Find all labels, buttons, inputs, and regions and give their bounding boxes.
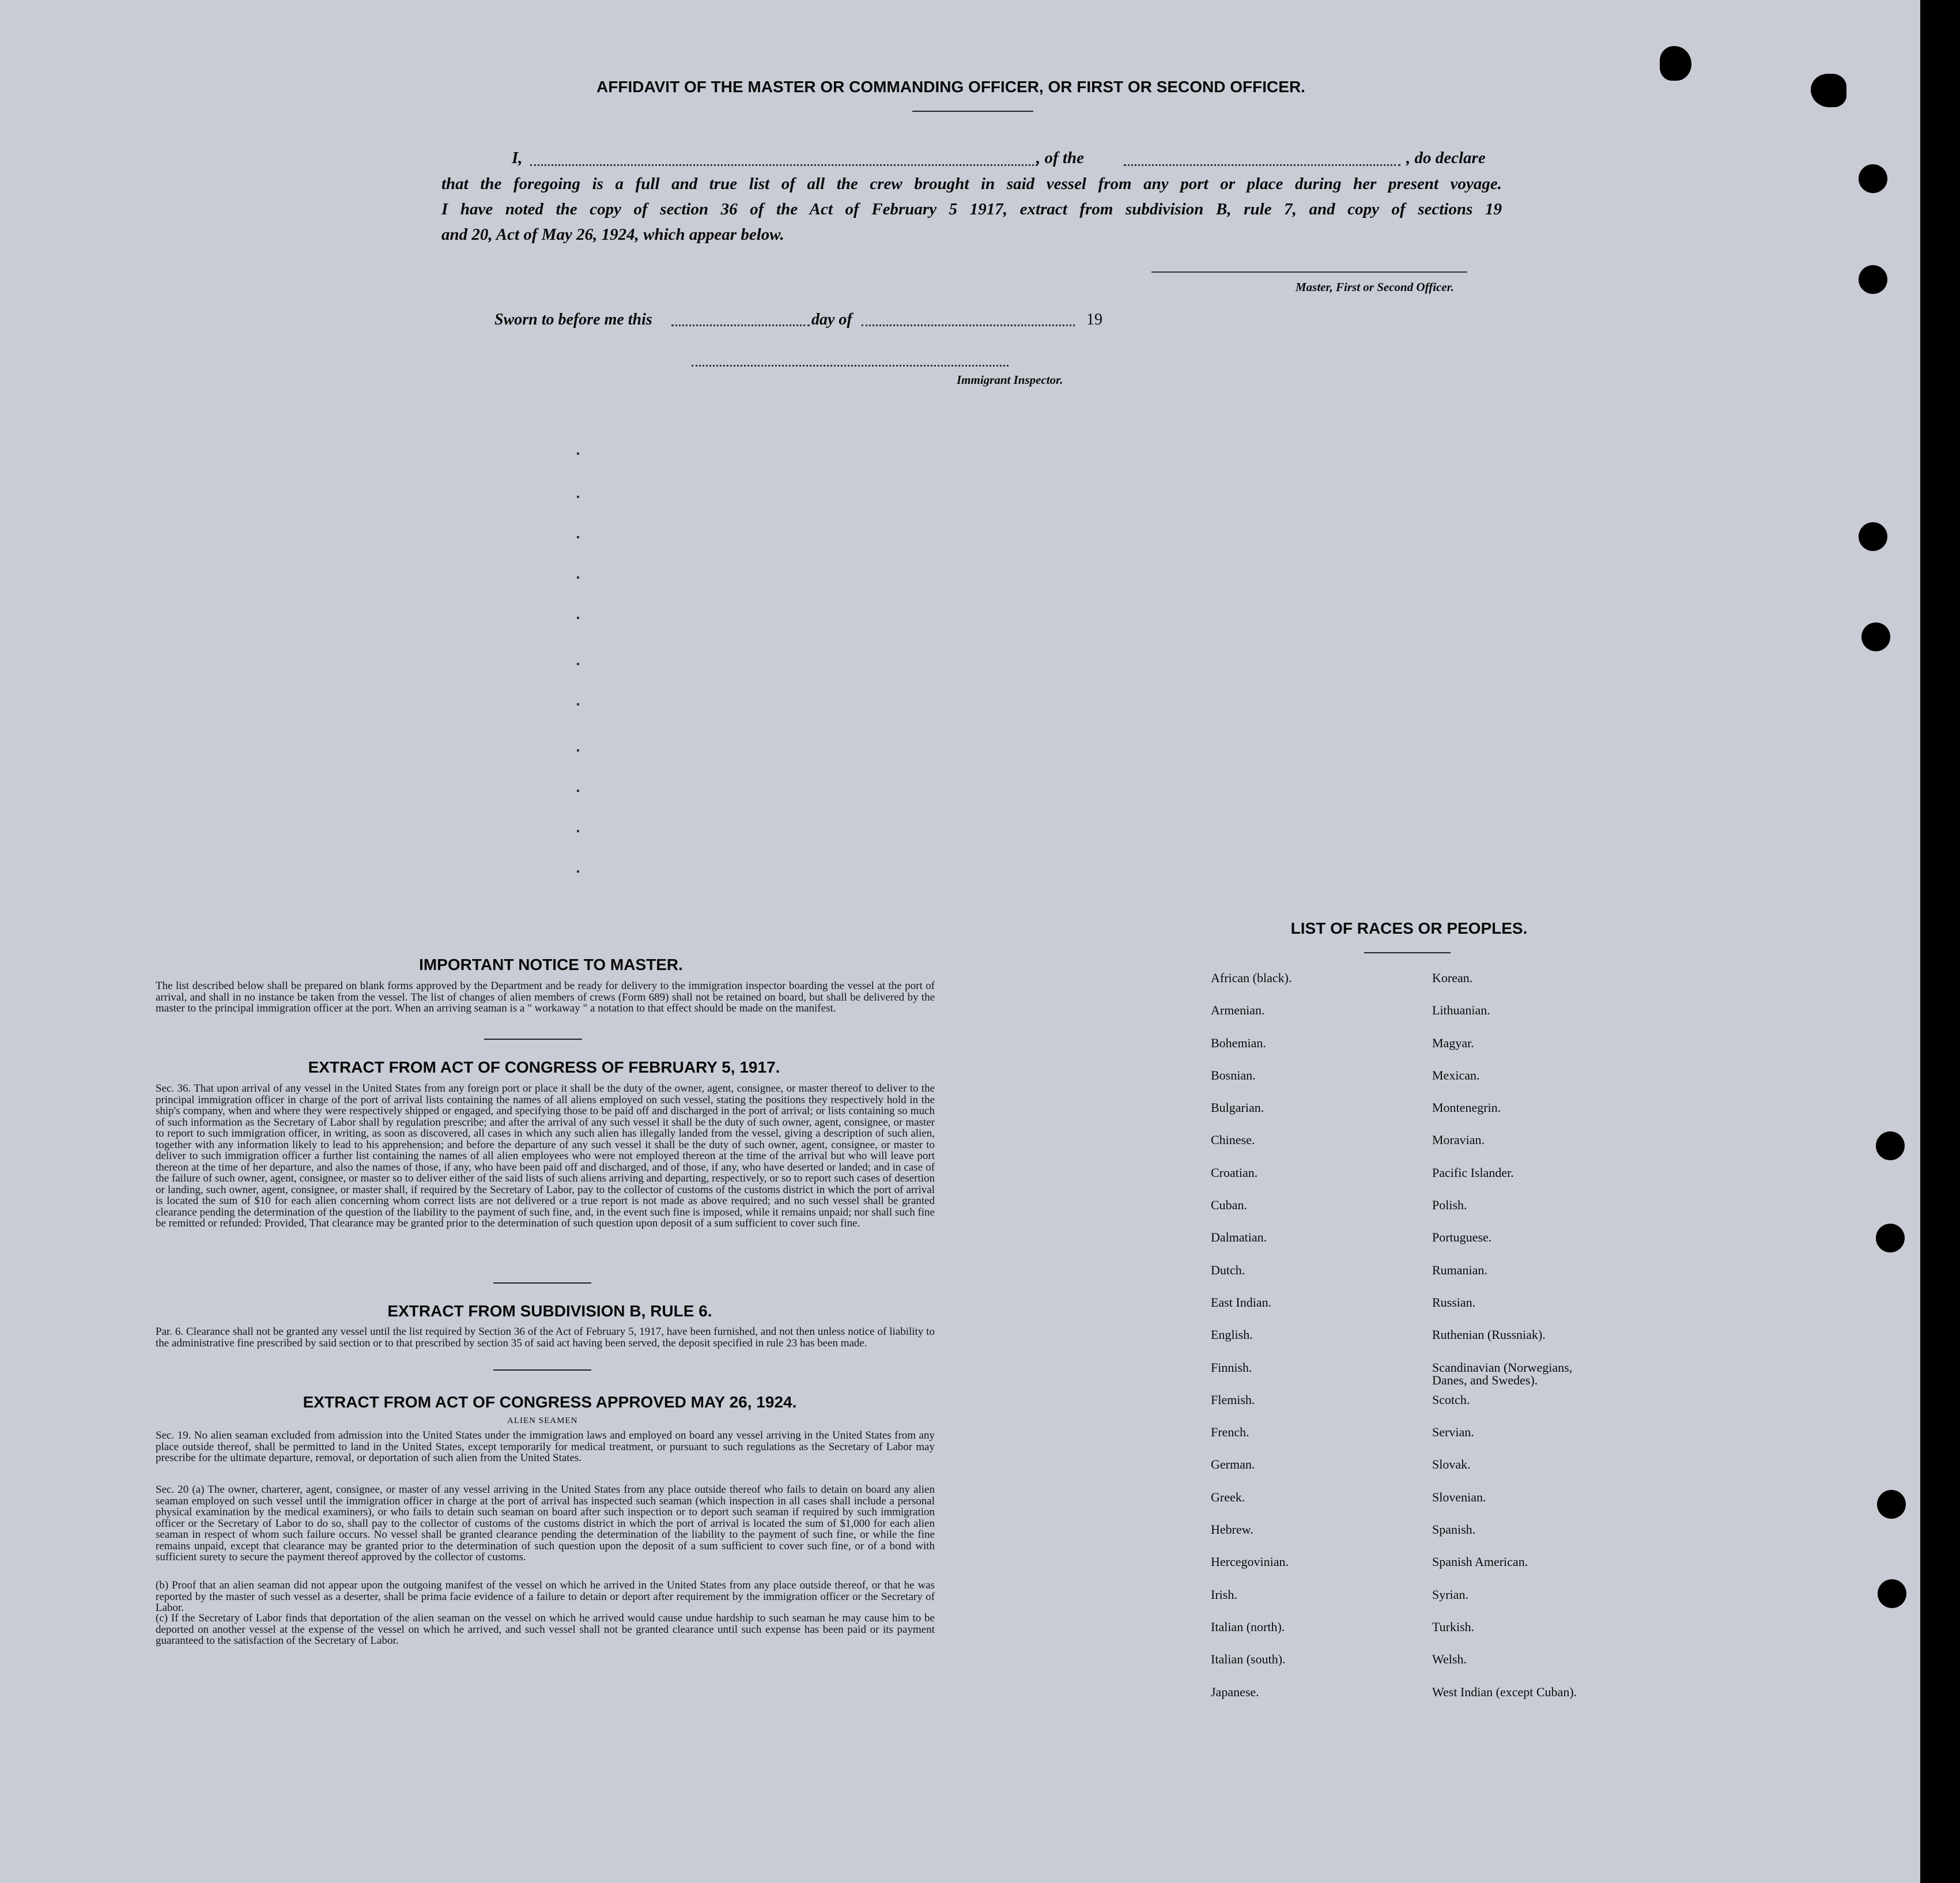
- race-item: Armenian.: [1211, 1003, 1265, 1018]
- fold-mark: [577, 496, 579, 498]
- extract-1917-body: Sec. 36. That upon arrival of any vessel in the United States from any foreign port or place it shall be the duty of the owner, agent, consignee, or master thereof to deliver to the principal immigration officer in charge of the port of arrival lists containing the names of all aliens employed on such vessel, stating the positions they respectively hold in the ship's company, when and where they were respectively shipped or engaged, and specifying those to be paid off and discharged in the port of arrival; or lists containing so much of such information as the Secretary of Labor shall by regulation prescribe; and after the arrival of any such vessel it shall be the duty of such owner, agent, consignee, or master to report to such immigration officer, in writing, as soon as discovered, all cases in which any such alien has illegally landed from the vessel, giving a description of such alien, together with any information likely to lead to his apprehension; and before the departure of any such vessel it shall be the duty of such owner, agent, consignee, or master to deliver to such immigration officer a further list containing the names of all alien employees who were not employed thereon at the time of the arrival but who will leave port thereon at the time of her departure, and also the names of those, if any, who have been paid off and discharged, and of those, if any, who have deserted or landed; and in case of the failure of such owner, agent, consignee, or master so to deliver either of the said lists of such aliens arriving and departing, respectively, or so to report such cases of desertion or landing, such owner, agent, consignee, or master shall, if required by the Secretary of Labor, pay to the collector of customs of the customs district in which the port of arrival is located the sum of $10 for each alien concerning whom correct lists are not delivered or a true report is not made as above required; and no such vessel shall be granted clearance pending the determination of the question of the liability to the payment of such fine, and, in the event such fine is imposed, while it remains unpaid; nor shall such fine be remitted or refunded: Provided, That clearance may be granted prior to the determination of such question upon deposit of a sum sufficient to cover such fine.: [156, 1082, 935, 1229]
- affidavit-line1-start: I,: [512, 149, 523, 167]
- extract-1917-title: EXTRACT FROM ACT OF CONGRESS OF FEBRUARY 5, 1917.: [308, 1058, 780, 1076]
- race-item: Italian (north).: [1211, 1619, 1285, 1634]
- races-left-column: [1211, 972, 1418, 1718]
- race-item: African (black).: [1211, 971, 1292, 985]
- race-item: Moravian.: [1432, 1133, 1485, 1148]
- race-item: Bulgarian.: [1211, 1100, 1264, 1115]
- sworn-month-blank: [862, 324, 1075, 326]
- fold-mark: [577, 663, 579, 665]
- races-title: LIST OF RACES OR PEOPLES.: [1290, 919, 1528, 937]
- race-item: French.: [1211, 1425, 1249, 1440]
- race-item: Cuban.: [1211, 1198, 1247, 1213]
- race-item: Servian.: [1432, 1425, 1474, 1440]
- extract-rule-divider: [493, 1369, 591, 1371]
- race-item: Slovenian.: [1432, 1489, 1486, 1504]
- race-item: Welsh.: [1432, 1652, 1467, 1667]
- race-item: Turkish.: [1432, 1619, 1475, 1634]
- punch-hole: [1859, 265, 1887, 294]
- race-item: Greek.: [1211, 1489, 1245, 1504]
- punch-hole: [1859, 522, 1887, 551]
- fold-mark: [577, 790, 579, 792]
- fold-mark: [577, 617, 579, 619]
- race-item: Magyar.: [1432, 1035, 1474, 1050]
- race-item: Syrian.: [1432, 1587, 1468, 1602]
- race-item: Hebrew.: [1211, 1522, 1253, 1537]
- race-item: Croatian.: [1211, 1165, 1258, 1180]
- race-item: Bohemian.: [1211, 1035, 1266, 1050]
- extract-1924-title: EXTRACT FROM ACT OF CONGRESS APPROVED MAY 26, 1924.: [303, 1393, 797, 1411]
- notice-title: IMPORTANT NOTICE TO MASTER.: [419, 956, 683, 973]
- punch-hole: [1876, 1224, 1905, 1252]
- signature-line: [1151, 271, 1467, 273]
- notice-divider: [484, 1039, 582, 1040]
- race-item: Montenegrin.: [1432, 1100, 1501, 1115]
- race-item: East Indian.: [1211, 1295, 1272, 1310]
- extract-rule-body: Par. 6. Clearance shall not be granted any vessel until the list required by Section 36 of the Act of February 5, 1917, have been furnished, and not then unless notice of liability to the administrative fine prescribed by said section or to that prescribed by section 35 of said act having been served, the deposit specified in rule 23 has been made.: [156, 1326, 935, 1349]
- race-item: Pacific Islander.: [1432, 1165, 1514, 1180]
- race-item: Slovak.: [1432, 1457, 1471, 1472]
- fold-mark: [577, 703, 579, 705]
- sworn-day-blank: [671, 324, 810, 326]
- race-item: Ruthenian (Russniak).: [1432, 1327, 1546, 1342]
- ink-blot: [1660, 46, 1691, 81]
- race-item: Italian (south).: [1211, 1652, 1286, 1667]
- notice-body: The list described below shall be prepared on blank forms approved by the Department and be ready for delivery to the immigration inspector boarding the vessel at the port of arrival, and shall in no instance be taken from the vessel. The list of changes of alien members of crews (Form 689) shall not be retained on board, but shall be delivered by the master to the principal immigration officer at the port. When an arriving seaman is a " workaway " a notation to that effect should be made on the manifest.: [156, 980, 935, 1014]
- sworn-year: 19: [1086, 311, 1102, 329]
- race-item: Portuguese.: [1432, 1230, 1492, 1245]
- extract-1917-divider: [493, 1282, 591, 1284]
- fold-mark: [577, 536, 579, 538]
- race-item: Russian.: [1432, 1295, 1476, 1310]
- race-item: Hercegovinian.: [1211, 1554, 1289, 1569]
- signature-label: Master, First or Second Officer.: [1296, 280, 1454, 294]
- title-underline: [912, 111, 1033, 112]
- ink-blot: [1811, 74, 1846, 107]
- inspector-label: Immigrant Inspector.: [957, 373, 1063, 387]
- extract-1924-sec20c: (c) If the Secretary of Labor finds that deportation of the alien seaman on the vessel on which he arrived would cause undue hardship to such seaman he may cause him to be deported on another vessel at the expense of the vessel on which he arrived, and such vessel shall not be granted clearance until such expense has been paid or its payment guaranteed to the satisfaction of the Secretary of Labor.: [156, 1612, 935, 1647]
- affidavit-line1-mid: , of the: [1036, 149, 1084, 167]
- sworn-start: Sworn to before me this: [494, 311, 652, 329]
- extract-1924-sec19: Sec. 19. No alien seaman excluded from admission into the United States under the immigration laws and employed on board any vessel arriving in the United States from any place outside thereof, shall be permitted to land in the United States, except temporarily for medical treatment, or pursuant to such regulations as the Secretary of Labor may prescribe for the ultimate departure, removal, or deportation of such alien from the United States.: [156, 1429, 935, 1464]
- punch-hole: [1876, 1131, 1905, 1160]
- fold-mark: [577, 830, 579, 832]
- fold-mark: [577, 870, 579, 873]
- affidavit-title: AFFIDAVIT OF THE MASTER OR COMMANDING OFFICER, OR FIRST OR SECOND OFFICER.: [596, 78, 1305, 96]
- inspector-line: [692, 365, 1009, 367]
- race-item: Spanish.: [1432, 1522, 1476, 1537]
- race-item: Bosnian.: [1211, 1067, 1256, 1082]
- race-item: West Indian (except Cuban).: [1432, 1684, 1577, 1699]
- race-item: Finnish.: [1211, 1360, 1252, 1375]
- race-item: Polish.: [1432, 1198, 1467, 1213]
- punch-hole: [1877, 1490, 1906, 1519]
- races-divider: [1364, 952, 1451, 953]
- race-item: Mexican.: [1432, 1067, 1480, 1082]
- punch-hole: [1878, 1579, 1906, 1608]
- race-item: Irish.: [1211, 1587, 1237, 1602]
- extract-1924-subtitle: ALIEN SEAMEN: [507, 1416, 578, 1425]
- fold-mark: [577, 452, 579, 455]
- race-item: Dutch.: [1211, 1262, 1245, 1277]
- race-item: Japanese.: [1211, 1684, 1259, 1699]
- fold-mark: [577, 576, 579, 579]
- name-blank: [530, 164, 1037, 166]
- race-item: English.: [1211, 1327, 1253, 1342]
- sworn-mid: day of: [811, 311, 852, 329]
- race-item: Dalmatian.: [1211, 1230, 1267, 1245]
- affidavit-line1-end: , do declare: [1406, 149, 1486, 167]
- race-item: Scandinavian (Norwegians, Danes, and Swedes).: [1432, 1360, 1573, 1387]
- race-item: Chinese.: [1211, 1133, 1255, 1148]
- extract-1924-sec20b: (b) Proof that an alien seaman did not appear upon the outgoing manifest of the vessel on which he arrived in the United States from any place outside thereof, or that he was reported by the master of such vessel as a deserter, shall be prima facie evidence of a failure to detain or deport after requirement by the immigration officer or the Secretary of Labor.: [156, 1579, 935, 1614]
- extract-rule-title: EXTRACT FROM SUBDIVISION B, RULE 6.: [387, 1302, 712, 1320]
- vessel-blank: [1124, 164, 1400, 166]
- affidavit-line3: I have noted the copy of section 36 of the Act of February 5 1917, extract from subdivision B, rule 7, and copy of sections 19: [441, 200, 1502, 218]
- race-item: Korean.: [1432, 971, 1473, 985]
- punch-hole: [1861, 622, 1890, 651]
- races-right-column: [1432, 972, 1663, 1718]
- affidavit-line2: that the foregoing is a full and true list of all the crew brought in said vessel from any port or place during her present voyage.: [441, 175, 1502, 193]
- race-item: Spanish American.: [1432, 1554, 1528, 1569]
- extract-1924-sec20a: Sec. 20 (a) The owner, charterer, agent, consignee, or master of any vessel arriving in the United States from any place outside thereof who fails to detain on board any alien seaman employed on such vessel until the immigration officer in charge at the port of arrival has inspected such seaman (which inspection in all cases shall include a personal physical examination by the medical examiners), or who fails to detain such seaman on board after such inspection or to deport such seaman if required by such immigration officer or the Secretary of Labor to do so, shall pay to the collector of customs of the customs district in which the port of arrival is located the sum of $1,000 for each alien seaman in respect of whom such failure occurs. No vessel shall be granted clearance pending the determination of the liability to the payment of such fine, or while the fine remains unpaid, except that clearance may be granted prior to the determination of such question upon the deposit of a sum sufficient to cover such fine, or of a bond with sufficient surety to secure the payment thereof approved by the collector of customs.: [156, 1484, 935, 1563]
- race-item: Lithuanian.: [1432, 1003, 1490, 1018]
- race-item: Flemish.: [1211, 1392, 1255, 1407]
- race-item: German.: [1211, 1457, 1255, 1472]
- affidavit-line4: and 20, Act of May 26, 1924, which appear below.: [441, 225, 784, 244]
- race-item: Rumanian.: [1432, 1262, 1487, 1277]
- fold-mark: [577, 749, 579, 752]
- race-item: Scotch.: [1432, 1392, 1470, 1407]
- punch-hole: [1859, 164, 1887, 193]
